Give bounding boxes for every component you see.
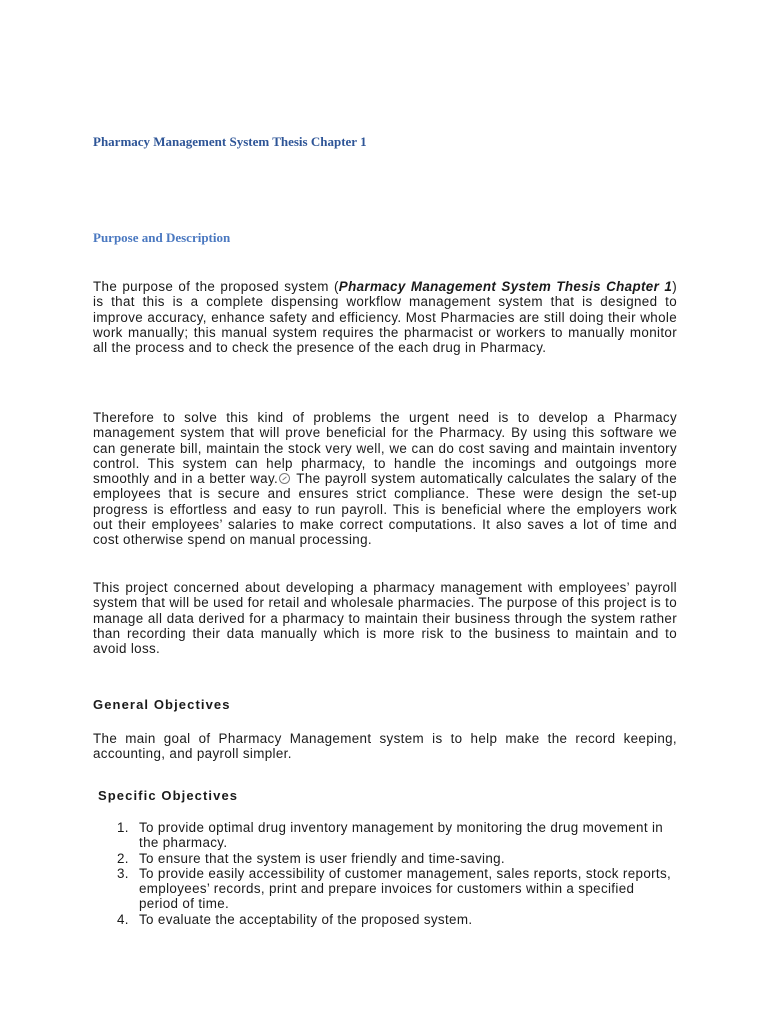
purpose-heading: Purpose and Description	[93, 230, 231, 245]
document-page	[93, 0, 677, 1024]
list-item-text: To ensure that the system is user friendly and time-saving.	[139, 850, 505, 866]
list-item	[93, 866, 677, 912]
project-paragraph: This project concerned about developing a pharmacy management with employees’ payroll system that will be used for retail and wholesale pharmacies. The purpose of this project is to manage all data derived for a pharmacy to maintain their business through the system rather than recording their data manually which is more risk to the business to maintain and to avoid loss.	[93, 580, 677, 657]
list-item-number: 1.	[117, 820, 129, 835]
list-item-number: 3.	[117, 865, 129, 881]
list-item-text: To provide optimal drug inventory management by monitoring the drug movement in the pharmacy.	[139, 820, 664, 851]
general-objectives-text: The main goal of Pharmacy Management system is to help make the record keeping, accounting, and payroll simpler.	[93, 731, 677, 762]
purpose-paragraph	[93, 279, 677, 355]
purpose-text-end: ) is that this is a complete dispensing workflow management system that is designed to improve accuracy, enhance safety and efficiency. Most Pharmacies are still doing their whole work manually; this manual system requires the pharmacist or workers to manually monitor all the process and to check the presence of the each drug in Pharmacy.	[93, 279, 677, 356]
list-item-number: 2.	[117, 850, 129, 866]
document-title: Pharmacy Management System Thesis Chapter 1	[93, 134, 367, 149]
solution-text-end: The payroll system automatically calculates the salary of the employees that is secure and ensures strict compliance. These were design the set-up progress is effortless and easy to run payroll. This is beneficial where the employers work out their employees’ salaries to make correct computations. It also saves a lot of time and cost otherwise spend on manual processing.	[93, 471, 677, 548]
purpose-text-start: The purpose of the proposed system (	[93, 279, 339, 294]
list-item-text: To evaluate the acceptability of the proposed system.	[139, 911, 473, 927]
pill-icon	[279, 473, 290, 484]
solution-text-start: Therefore to solve this kind of problems the urgent need is to develop a Pharmacy management system that will prove beneficial for the Pharmacy. By using this software we can generate bill, maintain the stock very well, we can do cost saving and maintain inventory control. This system can help pharmacy, to handle the incomings and outgoings more smoothly and in a better way.	[93, 410, 677, 487]
specific-objectives-list	[93, 820, 677, 927]
list-item-text: To provide easily accessibility of customer management, sales reports, stock reports, employees’ records, print and prepare invoices for customers within a specified period of time.	[139, 865, 672, 912]
list-item	[93, 851, 677, 866]
list-item-number: 4.	[117, 911, 129, 927]
list-item	[93, 820, 677, 851]
list-item	[93, 912, 677, 927]
solution-paragraph	[93, 410, 677, 548]
specific-objectives-heading: Specific Objectives	[98, 788, 239, 803]
general-objectives-heading: General Objectives	[93, 697, 231, 712]
system-name-emphasis: Pharmacy Management System Thesis Chapter 1	[338, 279, 673, 294]
